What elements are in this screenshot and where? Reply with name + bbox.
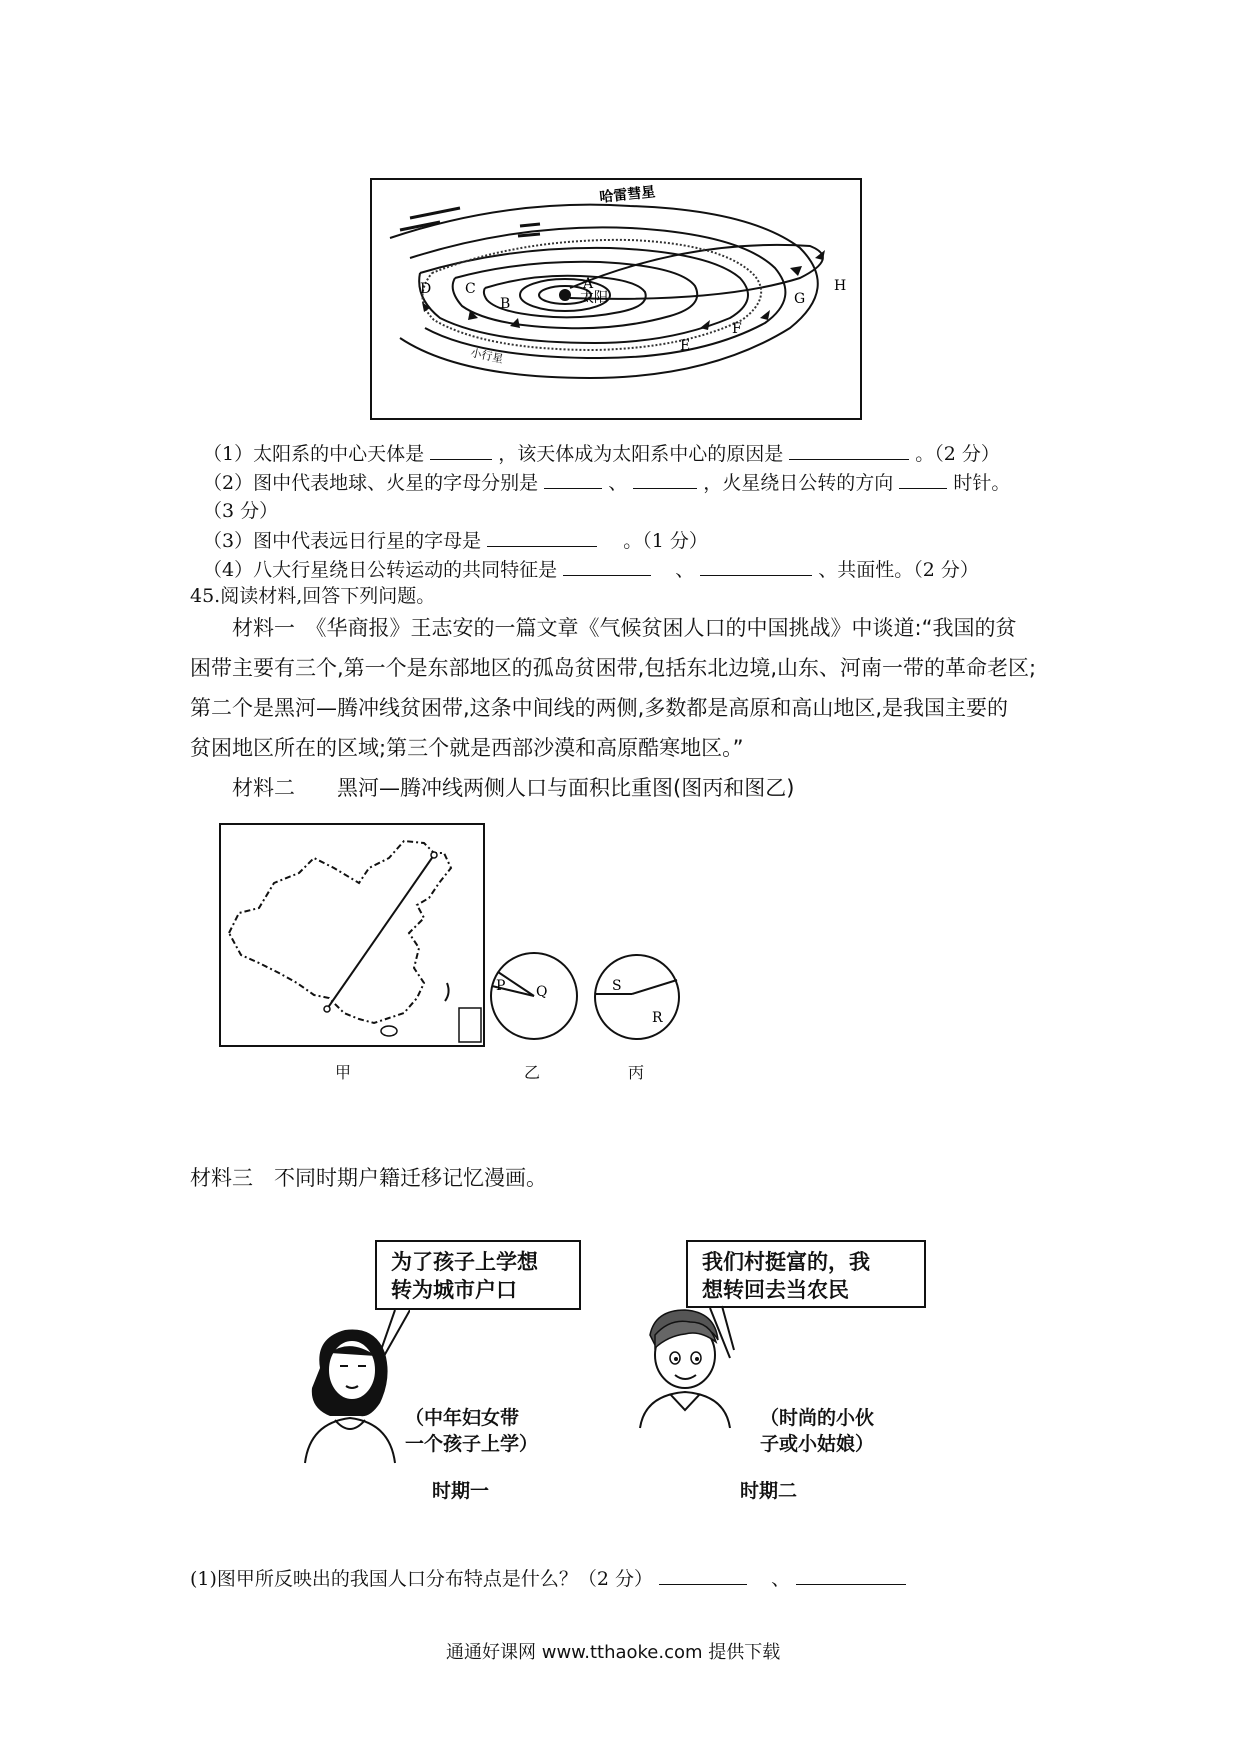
answer-blank[interactable]	[487, 526, 597, 547]
figure-yi-caption: 乙	[524, 1063, 541, 1082]
caption-note-period-1: （中年妇女带 一个孩子上学）	[405, 1407, 539, 1455]
asteroid-label: 小行星	[469, 346, 505, 366]
speech-bubble-period-2: 我们村挺富的，我 想转回去当农民	[686, 1240, 926, 1308]
answer-blank[interactable]	[633, 468, 697, 489]
material-2-title: 材料二 黑河—腾冲线两侧人口与面积比重图(图丙和图乙)	[232, 776, 795, 800]
sun-label: 太阳	[580, 290, 608, 306]
page-footer: 通通好课网 www.tthaoke.com 提供下载	[446, 1642, 781, 1663]
material-3-title: 材料三 不同时期户籍迁移记忆漫画。	[190, 1166, 547, 1190]
figure-jia-caption: 甲	[335, 1063, 352, 1082]
period-1-label: 时期一	[432, 1480, 490, 1502]
answer-blank[interactable]	[789, 439, 909, 460]
q45-sub-question-1: (1)图甲所反映出的我国人口分布特点是什么？（2 分） 、	[190, 1564, 906, 1593]
planet-label-g: G	[794, 291, 806, 307]
pie-chart-bing	[592, 952, 682, 1042]
material-1-line-2: 困带主要有三个,第一个是东部地区的孤岛贫困带,包括东北边境,山东、河南一带的革命老区;	[190, 656, 1037, 680]
pie-bing-label-r: R	[652, 1010, 663, 1026]
figure-bing-caption: 丙	[628, 1063, 645, 1082]
q44-line-1: （1）太阳系的中心天体是 ，该天体成为太阳系中心的原因是 。（2 分）	[203, 439, 1000, 468]
china-map-figure	[219, 823, 485, 1047]
planet-label-a: A	[583, 276, 594, 292]
planet-label-e: E	[680, 338, 691, 354]
answer-blank[interactable]	[544, 468, 602, 489]
planet-label-b: B	[500, 296, 511, 312]
q44-line-2: （2）图中代表地球、火星的字母分别是 、 ，火星绕日公转的方向 时针。	[203, 468, 1010, 497]
answer-blank[interactable]	[563, 555, 651, 576]
q44-line-4: （4）八大行星绕日公转运动的共同特征是 、 、共面性。（2 分）	[203, 555, 979, 584]
caption-note-period-2: （时尚的小伙 子或小姑娘）	[760, 1407, 875, 1455]
period-2-label: 时期二	[740, 1480, 798, 1502]
answer-blank[interactable]	[796, 1564, 906, 1585]
q44-line-3: （3）图中代表远日行星的字母是 。（1 分）	[203, 526, 708, 555]
pie-yi-label-p: P	[496, 978, 506, 994]
planet-label-f: F	[732, 321, 742, 337]
planet-label-d: D	[420, 281, 432, 297]
q45-heading: 45.阅读材料,回答下列问题。	[190, 585, 436, 607]
comet-label: 哈雷彗星	[598, 184, 657, 206]
material-1-line-3: 第二个是黑河—腾冲线贫困带,这条中间线的两侧,多数都是高原和高山地区,是我国主要的	[190, 696, 1009, 720]
material-1-line-4: 贫困地区所在的区域;第三个就是西部沙漠和高原酷寒地区。”	[190, 736, 744, 760]
woman-illustration	[300, 1308, 410, 1468]
pie-chart-yi	[488, 950, 580, 1042]
planet-label-c: C	[465, 281, 476, 297]
young-person-illustration	[630, 1300, 740, 1430]
answer-blank[interactable]	[659, 1564, 747, 1585]
solar-system-figure	[370, 178, 862, 420]
answer-blank[interactable]	[430, 439, 492, 460]
answer-blank[interactable]	[700, 555, 812, 576]
answer-blank[interactable]	[899, 468, 947, 489]
planet-label-h: H	[834, 278, 847, 294]
pie-bing-label-s: S	[612, 978, 622, 994]
q44-line-2-score: （3 分）	[203, 500, 279, 522]
pie-yi-label-q: Q	[536, 984, 548, 1000]
speech-bubble-period-1: 为了孩子上学想 转为城市户口	[375, 1240, 581, 1310]
material-1-line-1: 材料一 《华商报》王志安的一篇文章《气候贫困人口的中国挑战》中谈道:“我国的贫	[232, 616, 1017, 640]
